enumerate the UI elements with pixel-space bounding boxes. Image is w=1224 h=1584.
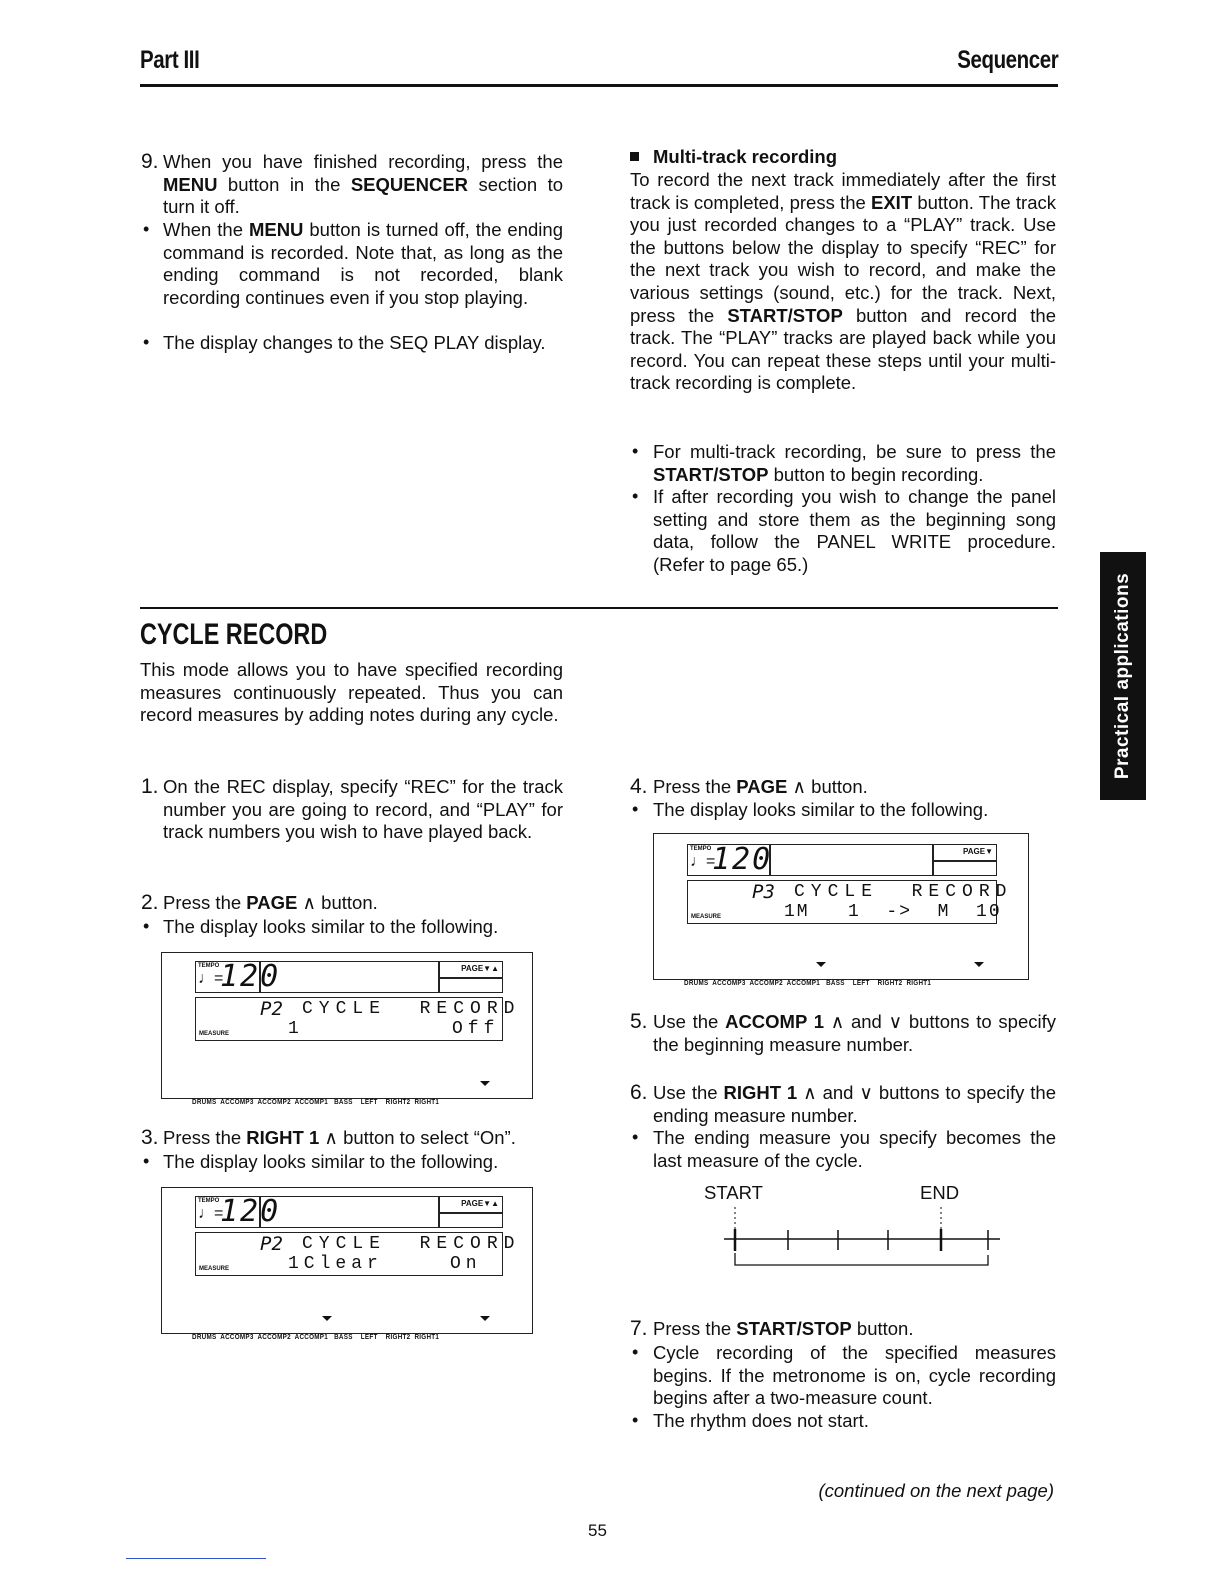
tempo-value: 120	[220, 959, 281, 994]
step-5-text: Use the ACCOMP 1 ∧ and ∨ buttons to specify the beginning measure number.	[653, 1011, 1056, 1055]
step-7-number: 7.	[630, 1317, 648, 1340]
step-3-text: Press the RIGHT 1 ∧ button to select “On”.	[163, 1127, 516, 1148]
section-rule	[140, 607, 1058, 609]
header-rule	[140, 84, 1058, 87]
step-7-bullet-1: Cycle recording of the specified measures begins. If the metronome is on, cycle recording begins after a two-measure count.	[653, 1342, 1056, 1409]
lcd-line-1: CYCLE RECORD	[302, 1234, 521, 1254]
cycle-loop-line	[735, 1253, 988, 1265]
section-title: CYCLE RECORD	[140, 618, 328, 651]
page-label: PAGE▼▲	[461, 964, 499, 973]
bullet-icon: •	[143, 1151, 150, 1171]
tempo-label: TEMPO	[198, 963, 220, 969]
bullet-icon: •	[632, 1127, 639, 1147]
lcd-line-2: 1M 1 -> M 10	[784, 902, 1002, 922]
lcd-button-labels: DRUMS ACCOMP3 ACCOMP2 ACCOMP1 BASS LEFT RIGHT2 RIGHT1	[192, 1099, 440, 1106]
step-6-text: Use the RIGHT 1 ∧ and ∨ buttons to specify the ending measure number.	[653, 1082, 1056, 1126]
down-arrow-icon	[480, 1316, 490, 1321]
step-1-number: 1.	[141, 775, 159, 798]
bullet-icon: •	[632, 1410, 639, 1430]
lcd-display-2	[161, 1187, 533, 1334]
bullet-icon: •	[632, 441, 639, 461]
step-3-bullet: The display looks similar to the following.	[163, 1151, 499, 1172]
lcd-button-labels: DRUMS ACCOMP3 ACCOMP2 ACCOMP1 BASS LEFT RIGHT2 RIGHT1	[192, 1334, 440, 1341]
tempo-note: ♩=	[198, 970, 224, 987]
page-label: PAGE▼	[963, 847, 993, 856]
left-bullet-2: The display changes to the SEQ PLAY display.	[163, 332, 546, 353]
tempo-box	[195, 959, 281, 994]
section-label: Sequencer	[956, 46, 1058, 74]
multi-track-paragraph: To record the next track immediately after the first track is completed, press the EXIT button. The track you just recorded changes to a “PLAY” track. Use the buttons below the display to specify “REC” for the next track you wish to record, and make the various settings (sound, etc.) for the track. Next, press the START/STOP button and record the track. The “PLAY” tracks are played back while you record. You can repeat these steps until your multi-track recording is complete.	[630, 169, 1056, 394]
bullet-icon: •	[143, 916, 150, 936]
step-6-number: 6.	[630, 1081, 648, 1104]
tempo-label: TEMPO	[690, 846, 712, 852]
bullet-icon: •	[143, 219, 150, 239]
step-9-number: 9.	[141, 150, 159, 173]
square-bullet-icon	[630, 152, 639, 161]
step-2-bullet: The display looks similar to the following.	[163, 916, 499, 937]
tempo-box	[195, 1194, 281, 1229]
page-number: P2	[260, 998, 283, 1020]
footer-link-rule	[126, 1558, 266, 1559]
lcd-line-1: CYCLE RECORD	[794, 882, 1013, 902]
lcd-main-area	[195, 997, 521, 1041]
step-1-text: On the REC display, specify “REC” for the track number you are going to record, and “PLAY” for track numbers you wish to have played back.	[163, 776, 563, 843]
page-indicator-box	[769, 844, 997, 876]
tempo-value: 120	[220, 1194, 281, 1229]
down-arrow-icon	[816, 962, 826, 967]
page-number: P2	[260, 1233, 283, 1255]
tempo-label: TEMPO	[198, 1198, 220, 1204]
side-tab	[1100, 552, 1146, 800]
lcd-line-1: CYCLE RECORD	[302, 999, 521, 1019]
tempo-box	[687, 844, 771, 876]
step-7-text: Press the START/STOP button.	[653, 1318, 914, 1339]
step-7-bullet-2: The rhythm does not start.	[653, 1410, 869, 1431]
page-indicator-box	[259, 1196, 503, 1228]
bullet-icon: •	[632, 799, 639, 819]
step-4-text: Press the PAGE ∧ button.	[653, 776, 868, 797]
step-3-number: 3.	[141, 1126, 159, 1149]
measure-label: MEASURE	[691, 914, 722, 920]
step-6-bullet: The ending measure you specify becomes the last measure of the cycle.	[653, 1127, 1056, 1171]
step-2-number: 2.	[141, 891, 159, 914]
down-arrow-icon	[974, 962, 984, 967]
lcd-line-2-left: 1Clear	[288, 1254, 383, 1274]
section-intro: This mode allows you to have specified recording measures continuously repeated. Thus you can record measures by adding notes during any cycle.	[140, 659, 563, 726]
step-9-text: When you have finished recording, press the MENU button in the SEQUENCER section to turn it off.	[163, 151, 563, 218]
lcd-main-area	[195, 1232, 521, 1276]
left-bullet-1: When the MENU button is turned off, the ending command is recorded. Note that, as long as the ending command is not recorded, blank recording continues even if you stop playing.	[163, 219, 563, 308]
multi-track-heading: Multi-track recording	[653, 146, 837, 167]
page-number: P3	[752, 881, 775, 903]
tempo-note: ♩=	[690, 853, 716, 870]
page-number: 55	[588, 1521, 607, 1540]
step-5-number: 5.	[630, 1010, 648, 1033]
lcd-button-labels: DRUMS ACCOMP3 ACCOMP2 ACCOMP1 BASS LEFT RIGHT2 RIGHT1	[684, 980, 932, 987]
measure-label: MEASURE	[199, 1031, 230, 1037]
continued-note: (continued on the next page)	[818, 1480, 1054, 1501]
lcd-display-3	[653, 833, 1029, 980]
right-bullet-1: For multi-track recording, be sure to press the START/STOP button to begin recording.	[653, 441, 1056, 485]
tempo-note: ♩=	[198, 1205, 224, 1222]
bullet-icon: •	[632, 486, 639, 506]
down-arrow-icon	[322, 1316, 332, 1321]
page-indicator-box	[259, 961, 503, 993]
down-arrow-icon	[480, 1081, 490, 1086]
side-tab-label: Practical applications	[1112, 572, 1133, 780]
lcd-main-area	[687, 880, 1013, 924]
diagram-end-label: END	[920, 1182, 960, 1203]
bullet-icon: •	[632, 1342, 639, 1362]
lcd-line-2-right: Off	[452, 1019, 500, 1039]
page-label: PAGE▼▲	[461, 1199, 499, 1208]
tempo-value: 120	[712, 842, 773, 877]
right-bullet-2: If after recording you wish to change the panel setting and store them as the beginning song data, follow the PANEL WRITE procedure. (Refer to page 65.)	[653, 486, 1056, 575]
cycle-diagram	[720, 1205, 1010, 1275]
measure-label: MEASURE	[199, 1266, 230, 1272]
step-4-bullet: The display looks similar to the following.	[653, 799, 989, 820]
step-2-text: Press the PAGE ∧ button.	[163, 892, 378, 913]
diagram-start-label: START	[704, 1182, 763, 1203]
step-4-number: 4.	[630, 775, 648, 798]
lcd-line-2-left: 1	[288, 1019, 304, 1039]
part-label: Part III	[140, 46, 200, 74]
bullet-icon: •	[143, 332, 150, 352]
lcd-line-2-right: On	[450, 1254, 482, 1274]
lcd-display-1	[161, 952, 533, 1099]
